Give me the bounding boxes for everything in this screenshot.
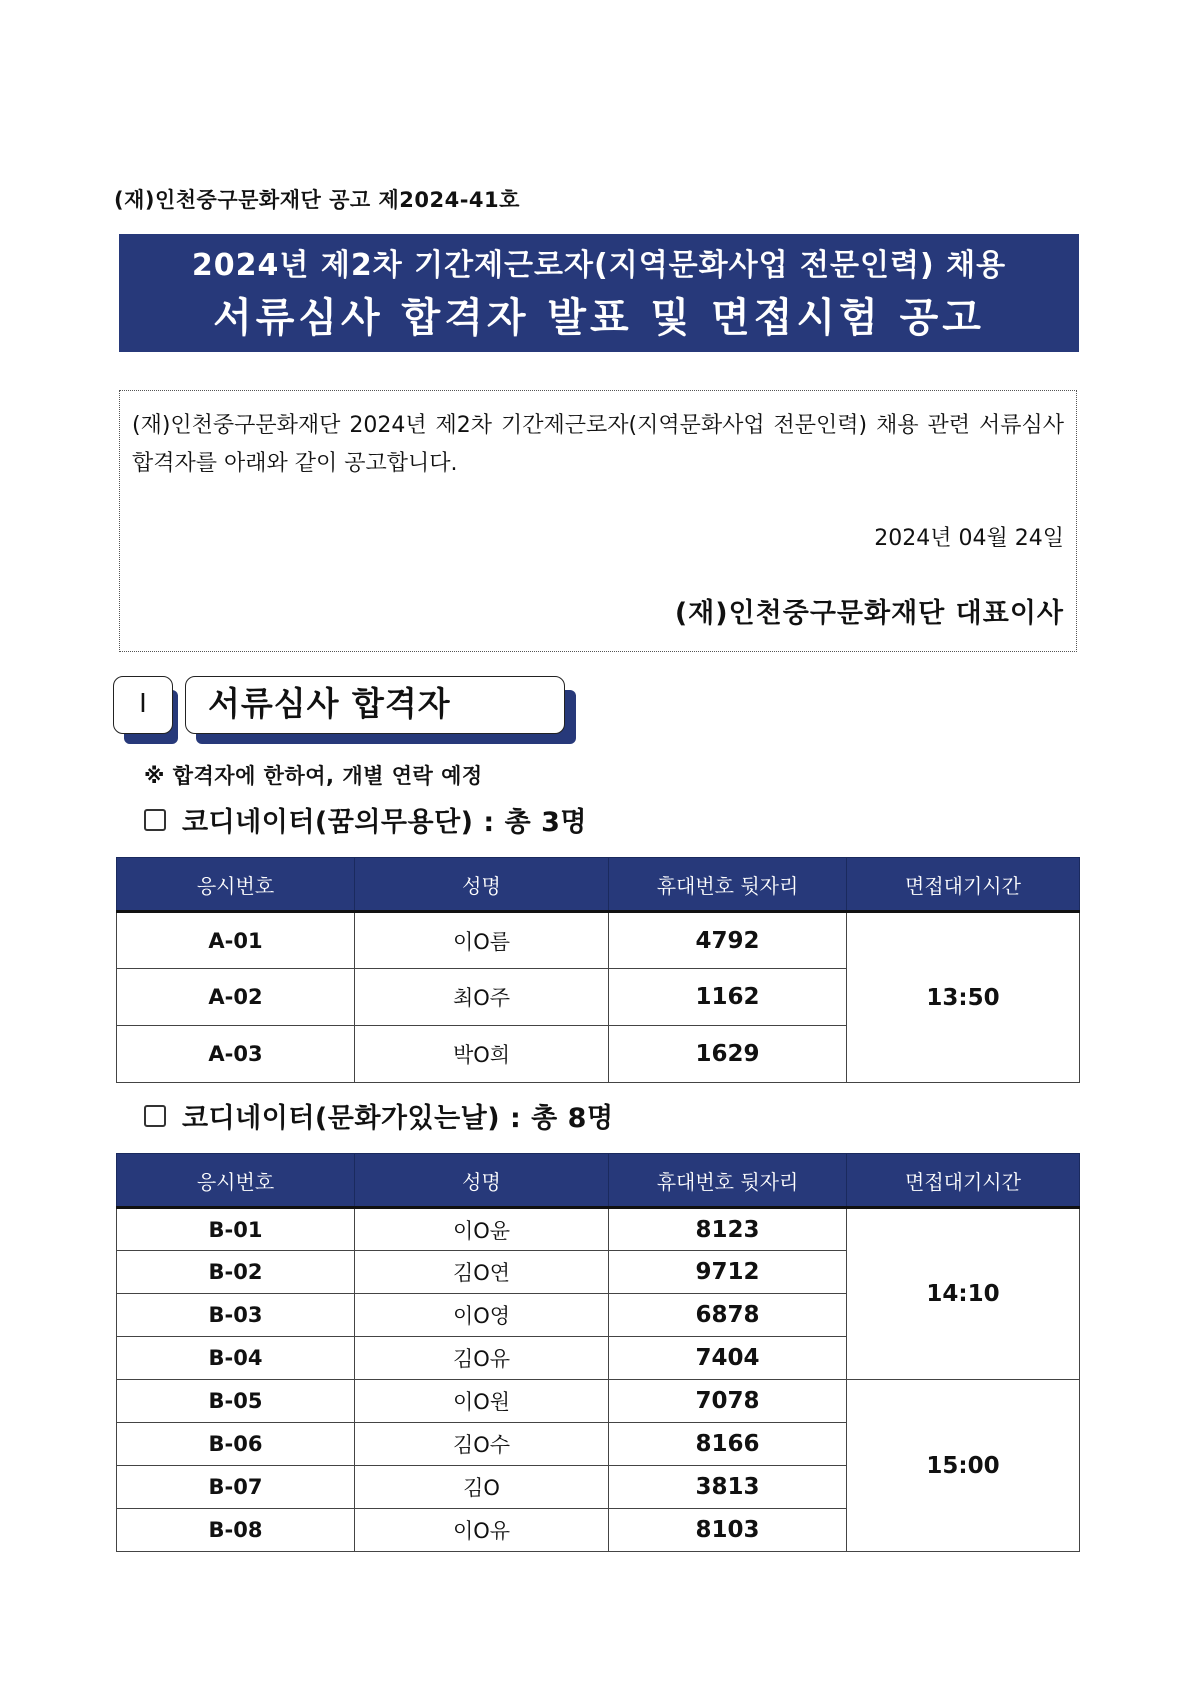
checkbox-icon xyxy=(144,809,166,831)
applicant-name: 김O수 xyxy=(355,1423,609,1466)
announcement-signer: (재)인천중구문화재단 대표이사 xyxy=(674,598,1064,629)
applicant-phone: 1629 xyxy=(609,1026,847,1083)
table-row xyxy=(117,1208,1080,1251)
applicant-name: 김O연 xyxy=(355,1251,609,1294)
banner-title-line1: 2024년 제2차 기간제근로자(지역문화사업 전문인력) 채용 xyxy=(191,248,1007,283)
applicant-id: B-05 xyxy=(117,1380,355,1423)
column-header-id: 응시번호 xyxy=(117,1154,355,1208)
applicant-phone: 9712 xyxy=(609,1251,847,1294)
notice-number: (재)인천중구문화재단 공고 제2024-41호 xyxy=(114,188,520,212)
announcement-date: 2024년 04월 24일 xyxy=(874,526,1064,551)
banner-title-line2: 서류심사 합격자 발표 및 면접시험 공고 xyxy=(213,295,985,341)
section-title: 서류심사 합격자 xyxy=(185,676,565,734)
table-row xyxy=(117,1380,1080,1423)
applicant-phone: 8166 xyxy=(609,1423,847,1466)
applicant-id: B-04 xyxy=(117,1337,355,1380)
applicant-phone: 7404 xyxy=(609,1337,847,1380)
applicant-name: 이O영 xyxy=(355,1294,609,1337)
contact-note: ※ 합격자에 한하여, 개별 연락 예정 xyxy=(144,764,483,788)
applicant-id: A-02 xyxy=(117,969,355,1026)
applicant-name: 이O름 xyxy=(355,912,609,969)
applicant-phone: 8103 xyxy=(609,1509,847,1552)
applicant-id: B-02 xyxy=(117,1251,355,1294)
group-heading-text: 코디네이터(꿈의무용단) : 총 3명 xyxy=(182,807,587,838)
group-heading-culture-day xyxy=(144,1096,614,1135)
applicant-id: B-06 xyxy=(117,1423,355,1466)
column-header-phone: 휴대번호 뒷자리 xyxy=(609,858,847,912)
applicant-id: A-03 xyxy=(117,1026,355,1083)
column-header-phone: 휴대번호 뒷자리 xyxy=(609,1154,847,1208)
wait-time: 15:00 xyxy=(847,1380,1080,1552)
applicant-id: B-03 xyxy=(117,1294,355,1337)
applicant-phone: 7078 xyxy=(609,1380,847,1423)
applicant-phone: 4792 xyxy=(609,912,847,969)
applicant-name: 최O주 xyxy=(355,969,609,1026)
applicant-phone: 3813 xyxy=(609,1466,847,1509)
section-number: Ⅰ xyxy=(113,676,173,734)
applicant-id: A-01 xyxy=(117,912,355,969)
column-header-name: 성명 xyxy=(355,858,609,912)
announcement-box xyxy=(119,390,1077,652)
applicant-id: B-07 xyxy=(117,1466,355,1509)
roster-table-culture-day xyxy=(116,1153,1080,1552)
applicant-phone: 1162 xyxy=(609,969,847,1026)
applicant-name: 김O xyxy=(355,1466,609,1509)
wait-time: 13:50 xyxy=(847,912,1080,1083)
applicant-name: 이O유 xyxy=(355,1509,609,1552)
applicant-phone: 6878 xyxy=(609,1294,847,1337)
group-heading-text: 코디네이터(문화가있는날) : 총 8명 xyxy=(182,1103,614,1134)
column-header-wait-time: 면접대기시간 xyxy=(847,858,1080,912)
roster-table-dance xyxy=(116,857,1080,1083)
group-heading-dance xyxy=(144,800,587,839)
applicant-name: 이O윤 xyxy=(355,1208,609,1251)
title-banner xyxy=(119,234,1079,352)
checkbox-icon xyxy=(144,1105,166,1127)
column-header-wait-time: 면접대기시간 xyxy=(847,1154,1080,1208)
table-row xyxy=(117,912,1080,969)
applicant-name: 김O유 xyxy=(355,1337,609,1380)
column-header-name: 성명 xyxy=(355,1154,609,1208)
applicant-id: B-01 xyxy=(117,1208,355,1251)
applicant-name: 이O원 xyxy=(355,1380,609,1423)
column-header-id: 응시번호 xyxy=(117,858,355,912)
applicant-name: 박O희 xyxy=(355,1026,609,1083)
announcement-intro: (재)인천중구문화재단 2024년 제2차 기간제근로자(지역문화사업 전문인력) 채용 관련 서류심사 합격자를 아래와 같이 공고합니다. xyxy=(132,413,1064,476)
applicant-id: B-08 xyxy=(117,1509,355,1552)
wait-time: 14:10 xyxy=(847,1208,1080,1380)
applicant-phone: 8123 xyxy=(609,1208,847,1251)
